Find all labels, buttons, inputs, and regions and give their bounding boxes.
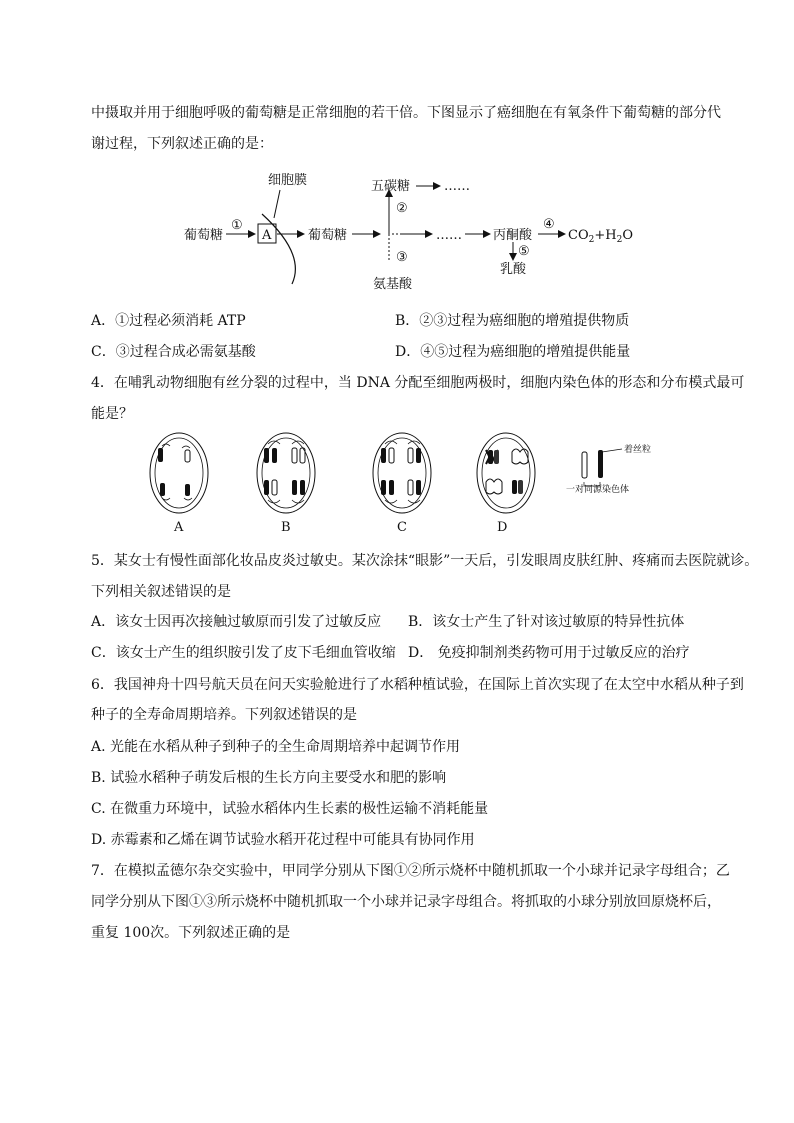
q6-option-c: C. 在微重力环境中，试验水稻体内生长素的极性运输不消耗能量 bbox=[91, 801, 489, 817]
middle-dots: …… bbox=[436, 228, 462, 243]
q6-option-b: B. 试验水稻种子萌发后根的生长方向主要受水和肥的影响 bbox=[91, 770, 447, 786]
q7-stem-line2: 同学分别从下图①③所示烧杯中随机抓取一个小球并记录字母组合。将抓取的小球分别放回原烧杯后， bbox=[91, 894, 721, 910]
cell-d bbox=[477, 433, 535, 513]
step3-label: ③ bbox=[396, 250, 408, 265]
q4-stem-line1: 4．在哺乳动物细胞有丝分裂的过程中，当 DNA 分配至细胞两极时，细胞内染色体的形态和分布模式最可 bbox=[91, 375, 745, 391]
step5-label: ⑤ bbox=[518, 244, 530, 259]
q7-stem-line1: 7．在模拟孟德尔杂交实验中，甲同学分别从下图①②所示烧杯中随机抓取一个小球并记录字母组合；乙 bbox=[91, 863, 730, 879]
metabolism-diagram bbox=[170, 162, 650, 302]
cell-a bbox=[150, 433, 208, 513]
cell-label-d: D bbox=[497, 520, 508, 535]
lactate-label: 乳酸 bbox=[500, 262, 527, 277]
step2-label: ② bbox=[396, 201, 408, 216]
chromosome-legend bbox=[566, 443, 651, 495]
q4-stem-line2: 能是？ bbox=[91, 406, 133, 422]
q5-stem-line1: 5．某女士有慢性面部化妆品皮炎过敏史。某次涂抹“眼影”一天后，引发眼周皮肤红肿、疼痛而去医院就诊。 bbox=[91, 553, 759, 569]
q5-option-a: A．该女士因再次接触过敏原而引发了过敏反应 bbox=[91, 614, 382, 630]
cell-label-c: C bbox=[397, 520, 407, 535]
q6-stem-line1: 6．我国神舟十四号航天员在问天实验舱进行了水稻种植试验，在国际上首次实现了在太空中水稻从种子到 bbox=[91, 677, 744, 693]
pyruvate-label: 丙酮酸 bbox=[493, 228, 533, 243]
q6-option-d: D. 赤霉素和乙烯在调节试验水稻开花过程中可能具有协同作用 bbox=[91, 832, 475, 848]
step1-label: ① bbox=[231, 218, 243, 233]
q5-option-b: B．该女士产生了针对该过敏原的特异性抗体 bbox=[408, 614, 685, 630]
pentose-dots: …… bbox=[444, 179, 470, 194]
glucose-inside: 葡萄糖 bbox=[308, 228, 348, 243]
q3-option-d: D．④⑤过程为癌细胞的增殖提供能量 bbox=[395, 344, 631, 360]
amino-acid-label: 氨基酸 bbox=[373, 277, 413, 292]
q6-stem-line2: 种子的全寿命周期培养。下列叙述错误的是 bbox=[91, 707, 357, 723]
q5-stem-line2: 下列相关叙述错误的是 bbox=[91, 584, 231, 600]
q4-cell-figures bbox=[140, 428, 680, 524]
q7-stem-line3: 重复 100次。下列叙述正确的是 bbox=[91, 925, 291, 941]
cell-b bbox=[257, 433, 315, 513]
products-co2-h2o: $CO_2+H_2O$ bbox=[568, 228, 633, 245]
q3-stem-line1: 中摄取并用于细胞呼吸的葡萄糖是正常细胞的若干倍。下图显示了癌细胞在有氧条件下葡萄糖的部分代 bbox=[91, 105, 721, 121]
centromere-label: 着丝粒 bbox=[624, 445, 652, 455]
q5-option-c: C．该女士产生的组织胺引发了皮下毛细血管收缩 bbox=[91, 645, 396, 661]
transporter-a-label: A bbox=[262, 228, 272, 243]
cell-label-b: B bbox=[281, 520, 291, 535]
q6-option-a: A. 光能在水稻从种子到种子的全生命周期培养中起调节作用 bbox=[91, 739, 461, 755]
membrane-label: 细胞膜 bbox=[268, 173, 308, 188]
q3-stem-line2: 谢过程，下列叙述正确的是： bbox=[91, 136, 273, 152]
cell-c bbox=[373, 433, 431, 513]
q3-option-a: A．①过程必须消耗 ATP bbox=[91, 313, 246, 329]
glucose-outside: 葡萄糖 bbox=[184, 228, 224, 243]
step4-label: ④ bbox=[543, 217, 555, 232]
pentose-label: 五碳糖 bbox=[371, 179, 411, 194]
q5-option-d: D． 免疫抑制剂类药物可用于过敏反应的治疗 bbox=[408, 645, 690, 661]
q3-option-b: B．②③过程为癌细胞的增殖提供物质 bbox=[395, 313, 630, 329]
homologous-pair-label: 一对同源染色体 bbox=[566, 485, 630, 495]
membrane-pointer bbox=[274, 190, 280, 218]
q3-option-c: C．③过程合成必需氨基酸 bbox=[91, 344, 256, 360]
cell-label-a: A bbox=[174, 520, 184, 535]
